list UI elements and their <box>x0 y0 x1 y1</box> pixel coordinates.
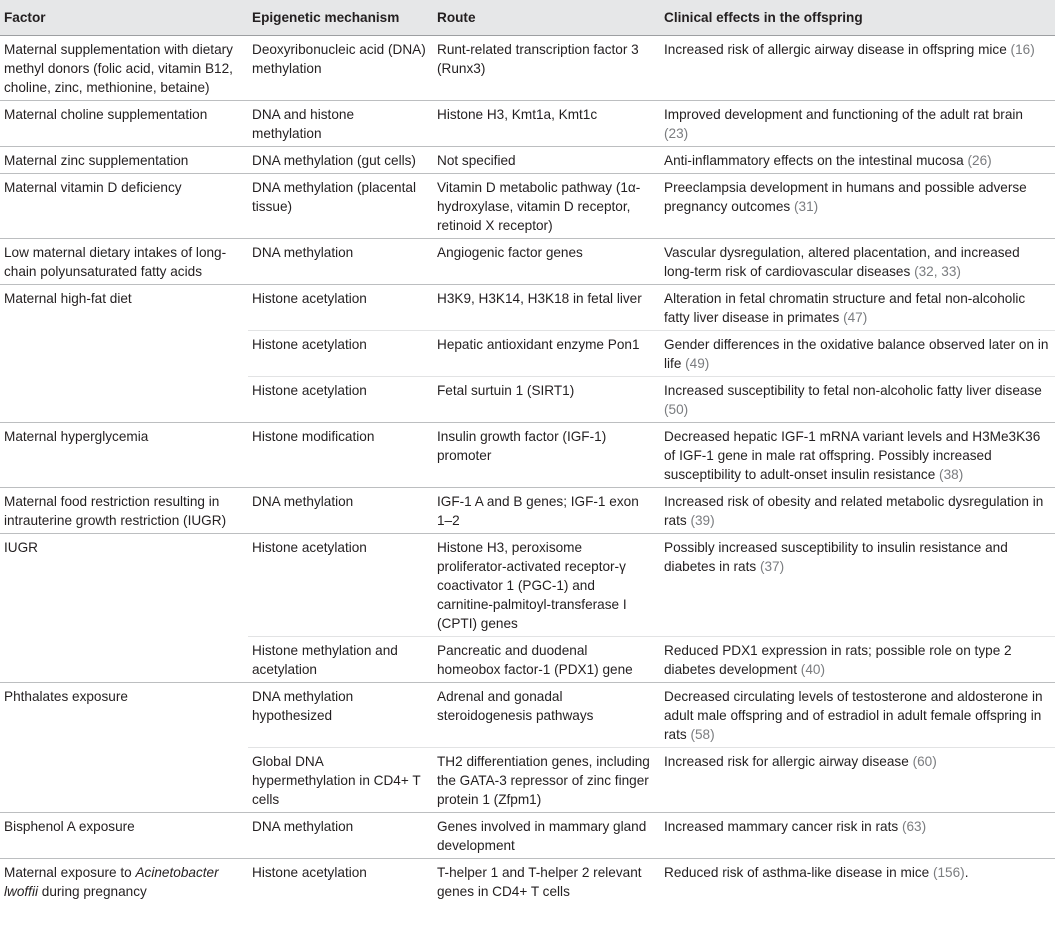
cell-route: Pancreatic and duodenal homeobox factor-1 (PDX1) gene <box>433 636 660 682</box>
cell-mechanism: Histone acetylation <box>248 533 433 636</box>
table-row <box>0 858 1055 904</box>
cell-route: Angiogenic factor genes <box>433 238 660 284</box>
cell-route: T-helper 1 and T-helper 2 relevant genes in CD4+ T cells <box>433 858 660 904</box>
cell-route: IGF-1 A and B genes; IGF-1 exon 1–2 <box>433 487 660 533</box>
effect-text: Increased mammary cancer risk in rats <box>664 818 902 834</box>
effect-text: Anti-inflammatory effects on the intestinal mucosa <box>664 152 968 168</box>
cell-clinical-effect <box>660 533 1055 636</box>
effect-text: Increased susceptibility to fetal non-alcoholic fatty liver disease <box>664 382 1042 398</box>
cell-clinical-effect <box>660 487 1055 533</box>
cell-factor: Maternal zinc supplementation <box>0 146 248 173</box>
cell-clinical-effect <box>660 100 1055 146</box>
cell-factor: IUGR <box>0 533 248 636</box>
cell-mechanism: Histone modification <box>248 422 433 487</box>
header-route: Route <box>433 0 660 35</box>
cell-mechanism: DNA methylation hypothesized <box>248 682 433 747</box>
table-row <box>0 376 1055 422</box>
table-row <box>0 747 1055 812</box>
factor-text: Maternal exposure to <box>4 864 136 880</box>
cell-factor <box>0 330 248 376</box>
cell-mechanism: Histone acetylation <box>248 858 433 904</box>
cell-factor: Low maternal dietary intakes of long-chain polyunsaturated fatty acids <box>0 238 248 284</box>
reference-link[interactable]: (63) <box>901 818 927 834</box>
cell-factor: Maternal supplementation with dietary methyl donors (folic acid, vitamin B12, choline, zinc, methionine, betaine) <box>4 41 233 95</box>
header-clinical-effects: Clinical effects in the offspring <box>660 0 1055 35</box>
cell-mechanism: DNA methylation <box>248 238 433 284</box>
cell-factor: Maternal hyperglycemia <box>0 422 248 487</box>
cell-factor: Maternal food restriction resulting in intrauterine growth restriction (IUGR) <box>0 487 248 533</box>
cell-mechanism: Histone acetylation <box>248 376 433 422</box>
effect-text: Alteration in fetal chromatin structure and fetal non-alcoholic fatty liver disease in primates <box>664 290 1026 325</box>
cell-factor: Maternal vitamin D deficiency <box>0 173 248 238</box>
cell-mechanism: Histone acetylation <box>248 284 433 330</box>
table-header-row <box>0 0 1055 35</box>
table-row <box>0 238 1055 284</box>
reference-link[interactable]: (23) <box>664 125 689 141</box>
reference-link[interactable]: (37) <box>759 558 785 574</box>
reference-link[interactable]: (32, 33) <box>914 263 961 279</box>
cell-factor: Phthalates exposure <box>0 682 248 747</box>
reference-link[interactable]: (38) <box>939 466 964 482</box>
cell-clinical-effect <box>660 238 1055 284</box>
table-row <box>0 422 1055 487</box>
effect-text: Decreased hepatic IGF-1 mRNA variant levels and H3Me3K36 of IGF-1 gene in male rat offspring. Possibly increased susceptibility to adult-onset insulin resistance <box>664 428 1041 482</box>
cell-route: Vitamin D metabolic pathway (1α-hydroxylase, vitamin D receptor, retinoid X receptor) <box>433 173 660 238</box>
cell-factor: Maternal high-fat diet <box>0 284 248 330</box>
effect-suffix: . <box>964 864 969 880</box>
effect-text: Decreased circulating levels of testosterone and aldosterone in adult male offspring and of estradiol in adult female offspring in rats <box>664 688 1043 742</box>
table-row <box>0 636 1055 682</box>
effect-text: Gender differences in the oxidative balance observed later on in life <box>664 336 1049 371</box>
cell-clinical-effect <box>660 636 1055 682</box>
cell-mechanism: DNA methylation <box>248 812 433 858</box>
cell-clinical-effect <box>660 858 1055 904</box>
header-factor: Factor <box>0 0 248 35</box>
cell-mechanism: DNA methylation (placental tissue) <box>248 173 433 238</box>
cell-clinical-effect <box>660 173 1055 238</box>
table-row <box>0 812 1055 858</box>
cell-route: H3K9, H3K14, H3K18 in fetal liver <box>433 284 660 330</box>
effect-text: Possibly increased susceptibility to insulin resistance and diabetes in rats <box>664 539 1008 574</box>
effect-text: Preeclampsia development in humans and possible adverse pregnancy outcomes <box>664 179 1027 214</box>
cell-mechanism: Deoxyribonucleic acid (DNA) methylation <box>252 41 426 76</box>
cell-clinical-effect <box>660 146 1055 173</box>
factor-text: during pregnancy <box>38 883 147 899</box>
cell-clinical-effect <box>660 330 1055 376</box>
factor-organism: Acinetobacter lwoffii <box>4 864 219 899</box>
reference-link[interactable]: (26) <box>967 152 992 168</box>
cell-mechanism: Histone acetylation <box>248 330 433 376</box>
table-row <box>0 330 1055 376</box>
cell-clinical-effect <box>660 376 1055 422</box>
table-row <box>0 35 1055 100</box>
table-row <box>0 533 1055 636</box>
cell-factor: Bisphenol A exposure <box>0 812 248 858</box>
effect-text: Reduced PDX1 expression in rats; possible role on type 2 diabetes development <box>664 642 1012 677</box>
cell-route: Genes involved in mammary gland development <box>433 812 660 858</box>
table-row <box>0 173 1055 238</box>
cell-clinical-effect <box>660 35 1055 100</box>
cell-route: Insulin growth factor (IGF-1) promoter <box>433 422 660 487</box>
cell-clinical-effect <box>660 747 1055 812</box>
effect-text: Reduced risk of asthma-like disease in mice <box>664 864 933 880</box>
cell-mechanism: DNA methylation <box>248 487 433 533</box>
table-row <box>0 487 1055 533</box>
cell-factor <box>0 636 248 682</box>
cell-factor <box>0 858 248 904</box>
reference-link[interactable]: (40) <box>800 661 825 677</box>
cell-route: Hepatic antioxidant enzyme Pon1 <box>433 330 660 376</box>
cell-clinical-effect <box>660 812 1055 858</box>
reference-link[interactable]: (31) <box>793 198 819 214</box>
cell-mechanism: Histone methylation and acetylation <box>248 636 433 682</box>
cell-clinical-effect <box>660 284 1055 330</box>
table-row <box>0 284 1055 330</box>
reference-link[interactable]: (47) <box>843 309 868 325</box>
cell-route: Histone H3, Kmt1a, Kmt1c <box>433 100 660 146</box>
reference-link[interactable]: (50) <box>664 401 689 417</box>
effect-text: Improved development and functioning of the adult rat brain <box>664 106 1023 122</box>
reference-link[interactable]: (58) <box>690 726 715 742</box>
reference-link[interactable]: (39) <box>690 512 715 528</box>
reference-link[interactable]: (16) <box>1010 41 1035 57</box>
table-row <box>0 146 1055 173</box>
table-row <box>0 682 1055 747</box>
cell-route: Fetal surtuin 1 (SIRT1) <box>433 376 660 422</box>
cell-factor <box>0 747 248 812</box>
reference-link[interactable]: (60) <box>912 753 937 769</box>
cell-factor: Maternal choline supplementation <box>0 100 248 146</box>
reference-link[interactable]: (49) <box>685 355 710 371</box>
cell-mechanism: Global DNA hypermethylation in CD4+ T cells <box>248 747 433 812</box>
cell-route: Runt-related transcription factor 3 (Runx3) <box>437 41 639 76</box>
header-mechanism: Epigenetic mechanism <box>248 0 433 35</box>
cell-factor <box>0 376 248 422</box>
cell-clinical-effect <box>660 682 1055 747</box>
effect-text: Increased risk for allergic airway disease <box>664 753 913 769</box>
cell-mechanism: DNA methylation (gut cells) <box>248 146 433 173</box>
cell-route: Histone H3, peroxisome proliferator-activated receptor-γ coactivator 1 (PGC-1) and carnitine-palmitoyl-transferase I (CPTI) genes <box>433 533 660 636</box>
effect-text: Vascular dysregulation, altered placentation, and increased long-term risk of cardiovascular diseases <box>664 244 1020 279</box>
effect-text: Increased risk of allergic airway disease in offspring mice <box>664 41 1011 57</box>
cell-route: Adrenal and gonadal steroidogenesis pathways <box>433 682 660 747</box>
reference-link[interactable]: (156) <box>932 864 965 880</box>
effect-text: Increased risk of obesity and related metabolic dysregulation in rats <box>664 493 1044 528</box>
table-row <box>0 100 1055 146</box>
cell-route: TH2 differentiation genes, including the GATA-3 repressor of zinc finger protein 1 (Zfpm1) <box>433 747 660 812</box>
table-body <box>0 35 1055 904</box>
cell-mechanism: DNA and histone methylation <box>248 100 433 146</box>
cell-route: Not specified <box>433 146 660 173</box>
cell-clinical-effect <box>660 422 1055 487</box>
